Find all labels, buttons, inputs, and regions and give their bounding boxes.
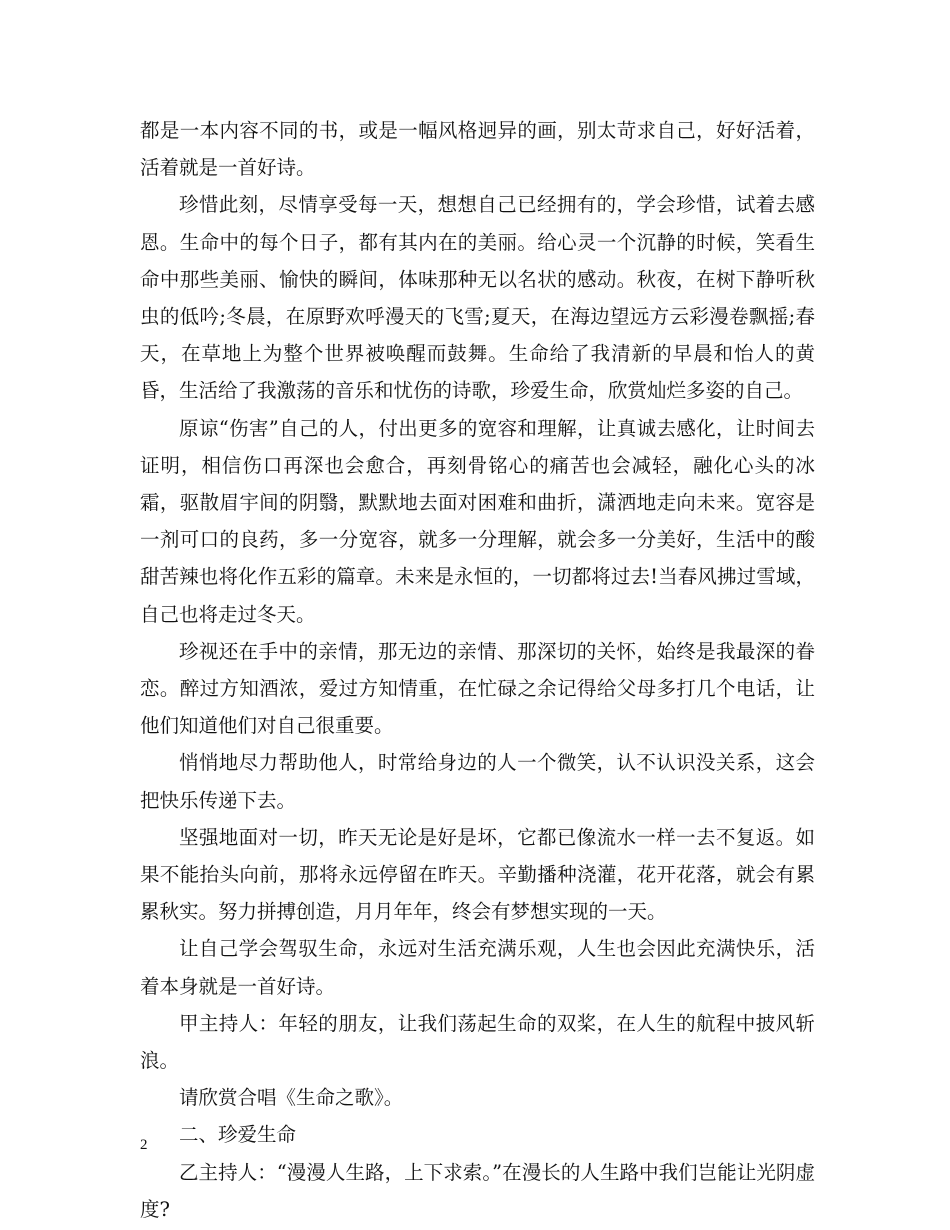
paragraph-11: 乙主持人：“漫漫人生路，上下求索。”在漫长的人生路中我们岂能让光阴虚度?	[140, 1160, 815, 1221]
section-heading: 二、珍爱生命	[179, 1123, 297, 1147]
paragraph-2: 珍惜此刻，尽情享受每一天，想想自己已经拥有的，学会珍惜，试着去感恩。生命中的每个日子，都有其内在的美丽。给心灵一个沉静的时候，笑看生命中那些美丽、愉快的瞬间，体味那种无以名状的感动。秋夜，在树下静听秋虫的低吟;冬晨，在原野欢呼漫天的飞雪;夏天，在海边望远方云彩漫卷飘摇;春天，在草地上为整个世界被唤醒而鼓舞。生命给了我清新的早晨和怡人的黄昏，生活给了我激荡的音乐和忧伤的诗歌，珍爱生命，欣赏灿烂多姿的自己。	[140, 193, 815, 403]
paragraph-5: 悄悄地尽力帮助他人，时常给身边的人一个微笑，认不认识没关系，这会把快乐传递下去。	[140, 751, 815, 812]
paragraph-9: 请欣赏合唱《生命之歌》。	[179, 1086, 404, 1110]
paragraph-4: 珍视还在手中的亲情，那无边的亲情、那深切的关怀，始终是我最深的眷恋。醉过方知酒浓，爱过方知情重，在忙碌之余记得给父母多打几个电话，让他们知道他们对自己很重要。	[140, 639, 815, 738]
paragraph-7: 让自己学会驾驭生命，永远对生活充满乐观，人生也会因此充满快乐，活着本身就是一首好诗。	[140, 937, 815, 998]
paragraph-3: 原谅“伤害”自己的人，付出更多的宽容和理解，让真诚去感化，让时间去证明，相信伤口再深也会愈合，再刻骨铭心的痛苦也会减轻，融化心头的冰霜，驱散眉宇间的阴翳，默默地去面对困难和曲折，潇洒地走向未来。宽容是一剂可口的良药，多一分宽容，就多一分理解，就会多一分美好，生活中的酸甜苦辣也将化作五彩的篇章。未来是永恒的，一切都将过去!当春风拂过雪域，自己也将走过冬天。	[140, 416, 815, 626]
paragraph-8: 甲主持人：年轻的朋友，让我们荡起生命的双桨，在人生的航程中披风斩浪。	[140, 1011, 815, 1073]
page-number: 2	[140, 1137, 148, 1153]
document-body	[140, 112, 815, 1228]
paragraph-6: 坚强地面对一切，昨天无论是好是坏，它都已像流水一样一去不复返。如果不能抬头向前，那将永远停留在昨天。辛勤播种浇灌，花开花落，就会有累累秋实。努力拼搏创造，月月年年，终会有梦想实现的一天。	[140, 825, 815, 924]
paragraph-1: 都是一本内容不同的书，或是一幅风格迥异的画，别太苛求自己，好好活着，活着就是一首好诗。	[140, 119, 815, 180]
